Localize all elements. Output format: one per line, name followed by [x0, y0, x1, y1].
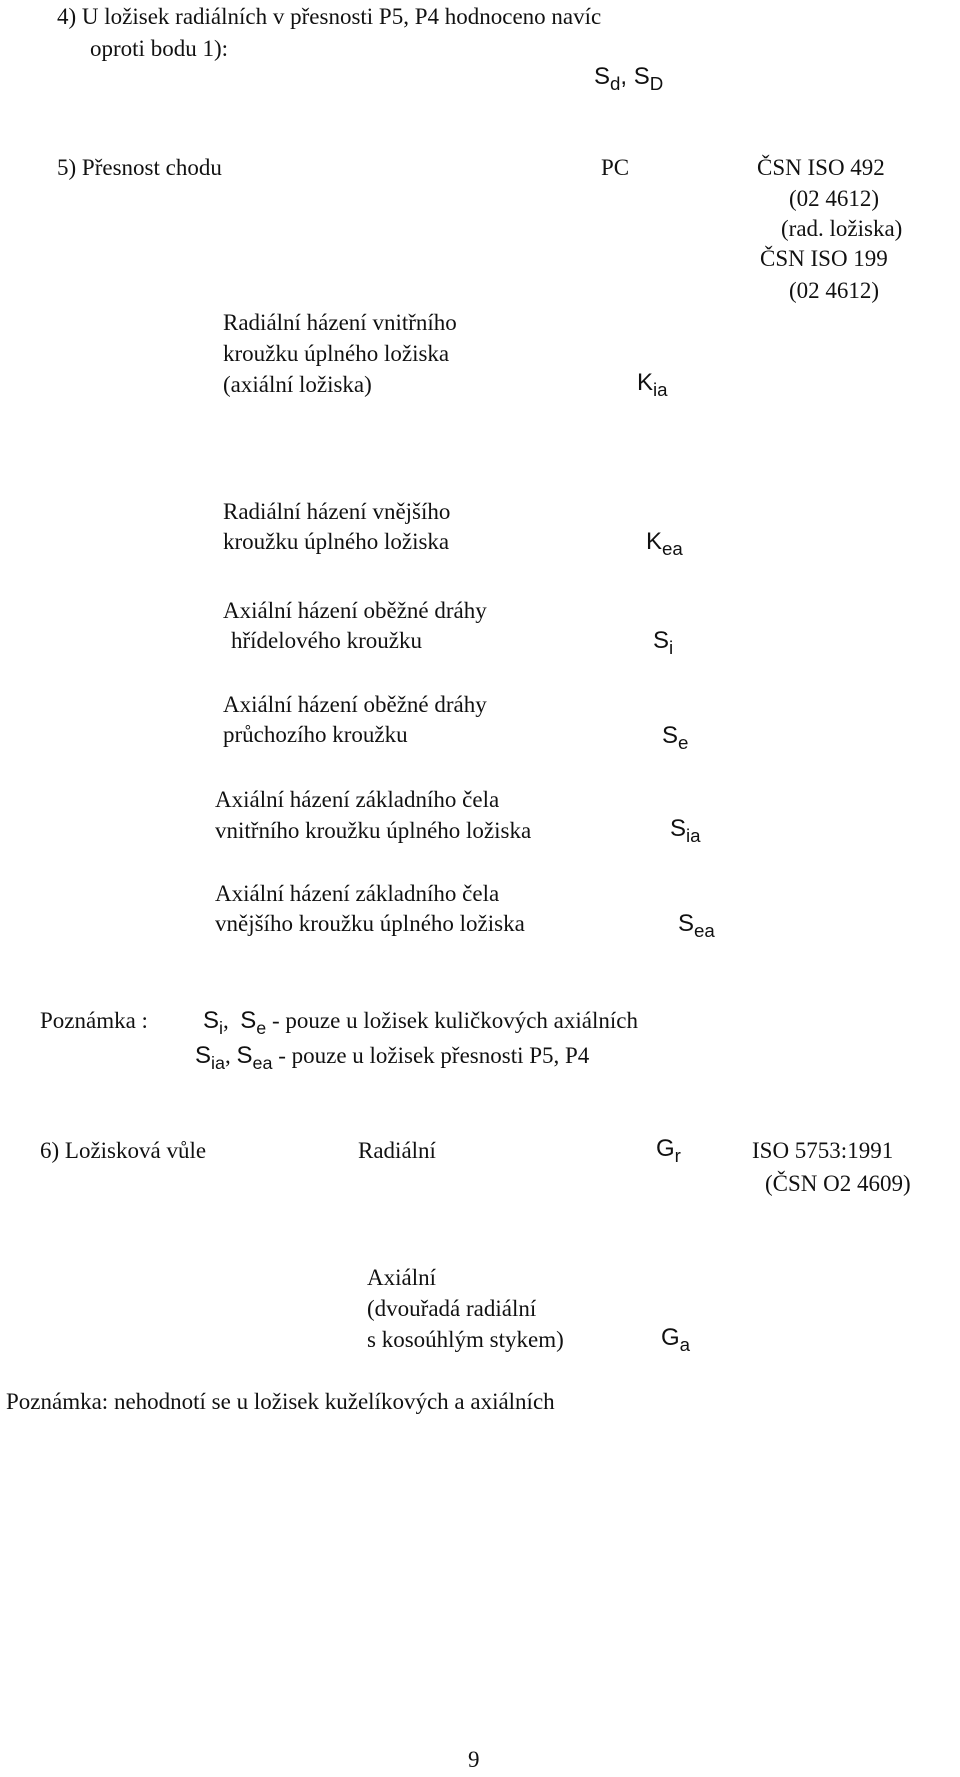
- row4-symbol: $S_e$: [662, 722, 689, 753]
- item6-radial-symbol: $G_r$: [656, 1135, 681, 1166]
- row2-symbol: $K_{ea}$: [646, 528, 683, 559]
- item6-axial-symbol: $G_a$: [661, 1324, 691, 1355]
- row4-line1: Axiální házení oběžné dráhy: [223, 692, 487, 717]
- item4-line2: oproti bodu 1):: [90, 36, 228, 61]
- item6-axial-line1: Axiální: [367, 1265, 436, 1290]
- item4-line1: 4) U ložisek radiálních v přesnosti P5, P4 hodnoceno navíc: [57, 4, 602, 29]
- row6-line2: vnějšího kroužku úplného ložiska: [215, 911, 525, 936]
- row2-line2: kroužku úplného ložiska: [223, 529, 450, 554]
- row1-line2: kroužku úplného ložiska: [223, 341, 450, 366]
- row1-line1: Radiální házení vnitřního: [223, 310, 457, 335]
- item6-note: Poznámka: nehodnotí se u ložisek kuželíkových a axiálních: [6, 1389, 555, 1414]
- item4-symbols: $S_d$, $S_D$: [594, 63, 664, 94]
- row3-line1: Axiální házení oběžné dráhy: [223, 598, 487, 623]
- row3-line2: hřídelového kroužku: [231, 628, 422, 653]
- item5-std1: ČSN ISO 492: [757, 155, 885, 180]
- item5-std1-note: (rad. ložiska): [781, 216, 903, 241]
- row5-symbol: $S_{ia}$: [670, 815, 701, 846]
- row5-line2: vnitřního kroužku úplného ložiska: [215, 818, 532, 843]
- row6-symbol: $S_{ea}$: [678, 910, 715, 941]
- item5-note-label: Poznámka :: [40, 1008, 148, 1033]
- item5-heading: 5) Přesnost chodu: [57, 155, 222, 180]
- item5-note-line2: $S_{ia}$, $S_{ea}$ - pouze u ložisek přesnosti P5, P4: [195, 1042, 590, 1073]
- item5-col-pc: PC: [601, 155, 630, 180]
- item5-std2: ČSN ISO 199: [760, 246, 888, 271]
- row4-line2: průchozího kroužku: [223, 722, 408, 747]
- row5-line1: Axiální házení základního čela: [215, 787, 500, 812]
- item5-std2-code: (02 4612): [789, 278, 880, 303]
- row2-line1: Radiální házení vnějšího: [223, 499, 451, 524]
- row3-symbol: $S_i$: [653, 627, 674, 658]
- row1-symbol: $K_{ia}$: [637, 369, 668, 400]
- item6-std-csn: (ČSN O2 4609): [765, 1171, 911, 1196]
- page-number: 9: [468, 1747, 480, 1772]
- row1-line3: (axiální ložiska): [223, 372, 372, 397]
- item5-note-line1: $S_i$, $S_e$ - pouze u ložisek kuličkových axiálních: [203, 1007, 638, 1038]
- item6-radial-label: Radiální: [358, 1138, 436, 1163]
- item6-heading: 6) Ložisková vůle: [40, 1138, 207, 1163]
- row6-line1: Axiální házení základního čela: [215, 881, 500, 906]
- item6-std: ISO 5753:1991: [752, 1138, 894, 1163]
- item6-axial-line3: s kosoúhlým stykem): [367, 1327, 564, 1352]
- item6-axial-line2: (dvouřadá radiální: [367, 1296, 537, 1321]
- item5-std1-code: (02 4612): [789, 186, 880, 211]
